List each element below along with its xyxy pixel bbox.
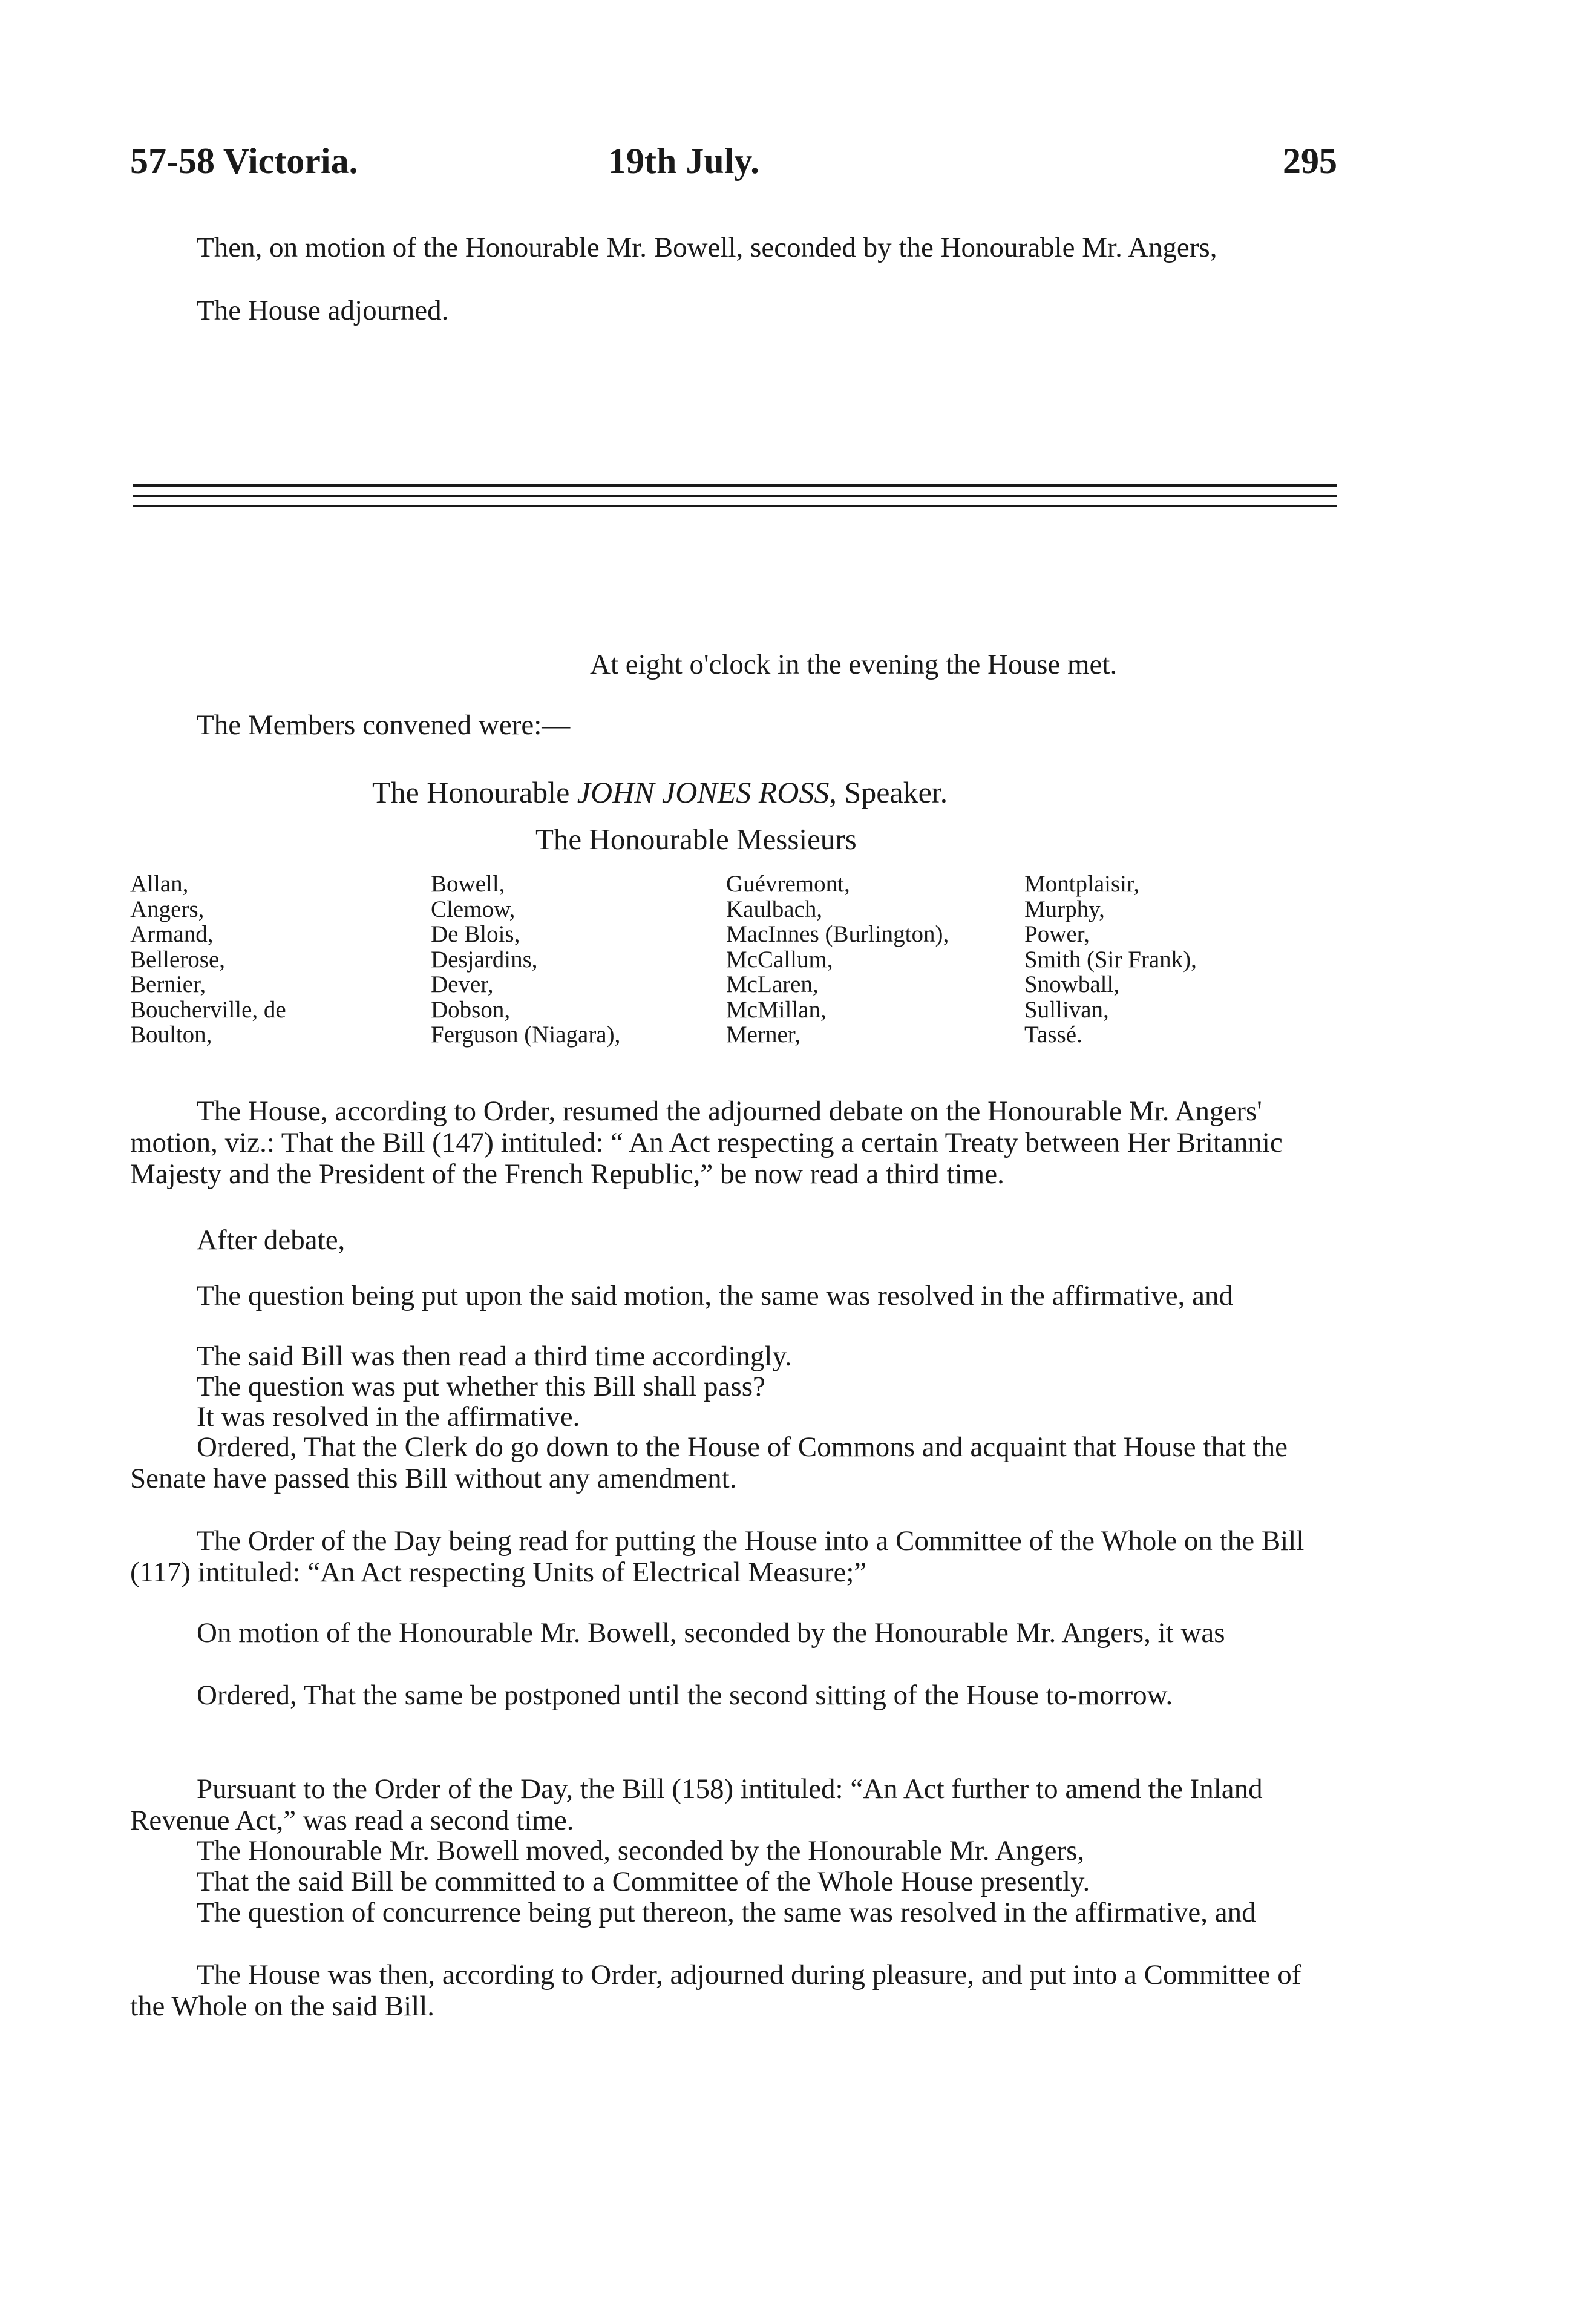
evening-sitting-notice: At eight o'clock in the evening the House met. [590,649,1118,680]
member-name: Clemow, [431,896,516,922]
member-name: Boulton, [130,1022,212,1048]
motion-bowell: On motion of the Honourable Mr. Bowell, seconded by the Honourable Mr. Angers, it was [197,1617,1225,1649]
running-header [130,140,1337,195]
speaker-line [372,775,948,810]
member-name: Ferguson (Niagara), [431,1022,621,1048]
order-of-day-committee: The Order of the Day being read for putting the House into a Committee of the Whole on the Bill (117) intituled: “An Act respecting Units of Electrical Measure;” [130,1525,1305,1588]
member-name: Snowball, [1024,971,1120,997]
question-put: The question being put upon the said motion, the same was resolved in the affirmative, and [197,1280,1233,1311]
member-name: Bernier, [130,971,206,997]
member-name: Montplaisir, [1024,871,1140,897]
member-name: Desjardins, [431,946,538,973]
members-convened: The Members convened were:— [197,709,571,741]
members-column-4 [1024,872,1197,1048]
member-name: Sullivan, [1024,996,1109,1023]
speaker-prefix: The Honourable [372,775,577,809]
third-reading: The said Bill was then read a third time accordingly. [197,1341,792,1372]
question-pass: The question was put whether this Bill shall pass? [197,1371,765,1402]
concurrence-question: The question of concurrence being put thereon, the same was resolved in the affirmative, and [197,1897,1256,1928]
member-name: Dobson, [431,996,511,1023]
member-name: Murphy, [1024,896,1105,922]
member-name: Guévremont, [726,871,850,897]
after-debate: After debate, [197,1224,345,1256]
members-column-3 [726,872,949,1048]
member-name: McCallum, [726,946,833,973]
date-label: 19th July. [608,141,760,181]
session-label: 57-58 Victoria. [130,141,358,181]
house-adjourned: The House adjourned. [197,295,449,326]
committee-of-whole: The House was then, according to Order, adjourned during pleasure, and put into a Committee of the Whole on the said Bill. [130,1959,1301,2022]
adjournment-motion: Then, on motion of the Honourable Mr. Bowell, seconded by the Honourable Mr. Angers, [197,232,1217,263]
member-name: MacInnes (Burlington), [726,921,949,947]
member-name: Merner, [726,1022,800,1048]
section-divider-bottom [133,505,1337,507]
member-name: Smith (Sir Frank), [1024,946,1197,973]
member-name: Angers, [130,896,205,922]
member-name: Allan, [130,871,189,897]
clerk-order: Ordered, That the Clerk do go down to the House of Commons and acquaint that House that the Senate have passed this Bill without any amendment. [130,1431,1288,1494]
member-name: Bowell, [431,871,505,897]
member-name: McLaren, [726,971,819,997]
bowell-moved: The Honourable Mr. Bowell moved, seconded by the Honourable Mr. Angers, [197,1835,1085,1866]
member-name: Kaulbach, [726,896,823,922]
page-number: 295 [1283,141,1337,181]
speaker-name: JOHN JONES ROSS [577,775,830,809]
committed-to-committee: That the said Bill be committed to a Committee of the Whole House presently. [197,1866,1090,1897]
member-name: Armand, [130,921,214,947]
member-name: Boucherville, de [130,996,286,1023]
member-name: Tassé. [1024,1022,1082,1048]
member-name: McMillan, [726,996,827,1023]
member-name: Dever, [431,971,494,997]
section-divider-middle [133,495,1337,497]
postponed-order: Ordered, That the same be postponed until the second sitting of the House to-morrow. [197,1679,1173,1711]
speaker-suffix: , Speaker. [829,775,948,809]
member-name: Power, [1024,921,1090,947]
section-divider-top [133,484,1337,487]
members-column-2 [431,872,620,1048]
debate-resumed-paragraph: The House, according to Order, resumed the adjourned debate on the Honourable Mr. Angers' motion, viz.: That the Bill (147) intituled: “ An Act respecting a certain Treaty between Her Britannic Majesty and the President of the French Republic,” be now read a third time. [130,1095,1283,1190]
messieurs-heading: The Honourable Messieurs [535,822,857,856]
member-name: De Blois, [431,921,520,947]
members-column-1 [130,872,286,1048]
resolved-affirmative: It was resolved in the affirmative. [197,1401,580,1433]
member-name: Bellerose, [130,946,226,973]
second-reading: Pursuant to the Order of the Day, the Bill (158) intituled: “An Act further to amend the Inland Revenue Act,” was read a second time. [130,1773,1263,1836]
